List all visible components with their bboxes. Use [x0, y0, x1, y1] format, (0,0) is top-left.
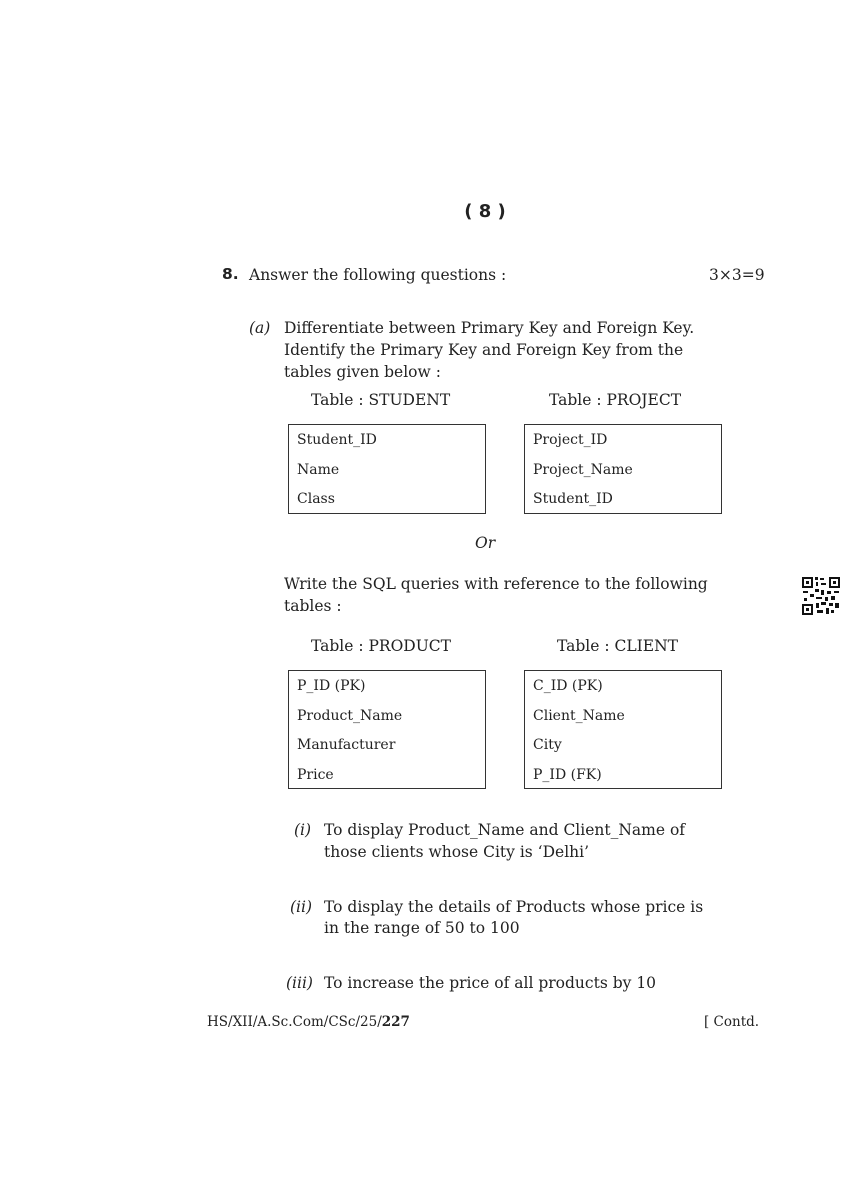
- product-table: [288, 670, 486, 789]
- part-a-line-2: Identify the Primary Key and Foreign Key from the: [284, 341, 684, 359]
- question-marks: 3×3=9: [709, 266, 765, 284]
- client-table-caption: Table : CLIENT: [557, 637, 678, 655]
- table-field: Project_Name: [533, 461, 633, 478]
- or-label: Or: [475, 534, 496, 552]
- question-prompt: Answer the following questions :: [249, 266, 507, 284]
- table-field: Project_ID: [533, 432, 608, 448]
- footer-code-text: HS/XII/A.Sc.Com/CSc/25/: [207, 1014, 382, 1030]
- sub-question-i-line-2: those clients whose City is ‘Delhi’: [324, 843, 590, 861]
- footer-code-number: 227: [381, 1014, 410, 1030]
- table-field: Class: [297, 491, 335, 507]
- table-field: Client_Name: [533, 707, 625, 724]
- table-field: Student_ID: [533, 491, 613, 507]
- table-field: P_ID (PK): [297, 678, 366, 694]
- footer-code: [207, 1014, 410, 1030]
- page-number: ( 8 ): [464, 201, 506, 222]
- question-number: 8.: [222, 265, 239, 283]
- project-table-caption: Table : PROJECT: [549, 391, 682, 409]
- table-field: Price: [297, 766, 334, 783]
- client-table: [524, 670, 722, 789]
- table-field: Student_ID: [297, 432, 377, 448]
- sub-question-ii-label: (ii): [290, 898, 313, 916]
- alternative-line-2: tables :: [284, 597, 342, 615]
- part-a-line-3: tables given below :: [284, 363, 441, 381]
- product-table-caption: Table : PRODUCT: [311, 637, 451, 655]
- sub-question-ii-line-2: in the range of 50 to 100: [324, 919, 520, 937]
- qr-code-icon: [801, 576, 841, 616]
- part-a-line-1: Differentiate between Primary Key and Foreign Key.: [284, 319, 695, 337]
- table-field: City: [533, 737, 562, 753]
- sub-question-iii-label: (iii): [286, 974, 313, 992]
- project-table: [524, 424, 722, 514]
- table-field: P_ID (FK): [533, 766, 602, 783]
- table-field: Manufacturer: [297, 737, 396, 753]
- sub-question-i-line-1: To display Product_Name and Client_Name of: [324, 821, 686, 839]
- student-table: [288, 424, 486, 514]
- table-field: C_ID (PK): [533, 678, 603, 694]
- table-field: Name: [297, 461, 340, 478]
- alternative-line-1: Write the SQL queries with reference to the following: [284, 575, 708, 593]
- sub-question-iii-line-1: To increase the price of all products by 10: [324, 974, 657, 992]
- part-a-label: (a): [249, 319, 271, 337]
- footer-contd: [ Contd.: [704, 1014, 760, 1030]
- sub-question-ii-line-1: To display the details of Products whose price is: [324, 898, 704, 916]
- sub-question-i-label: (i): [294, 821, 312, 839]
- table-field: Product_Name: [297, 707, 403, 724]
- student-table-caption: Table : STUDENT: [311, 391, 451, 409]
